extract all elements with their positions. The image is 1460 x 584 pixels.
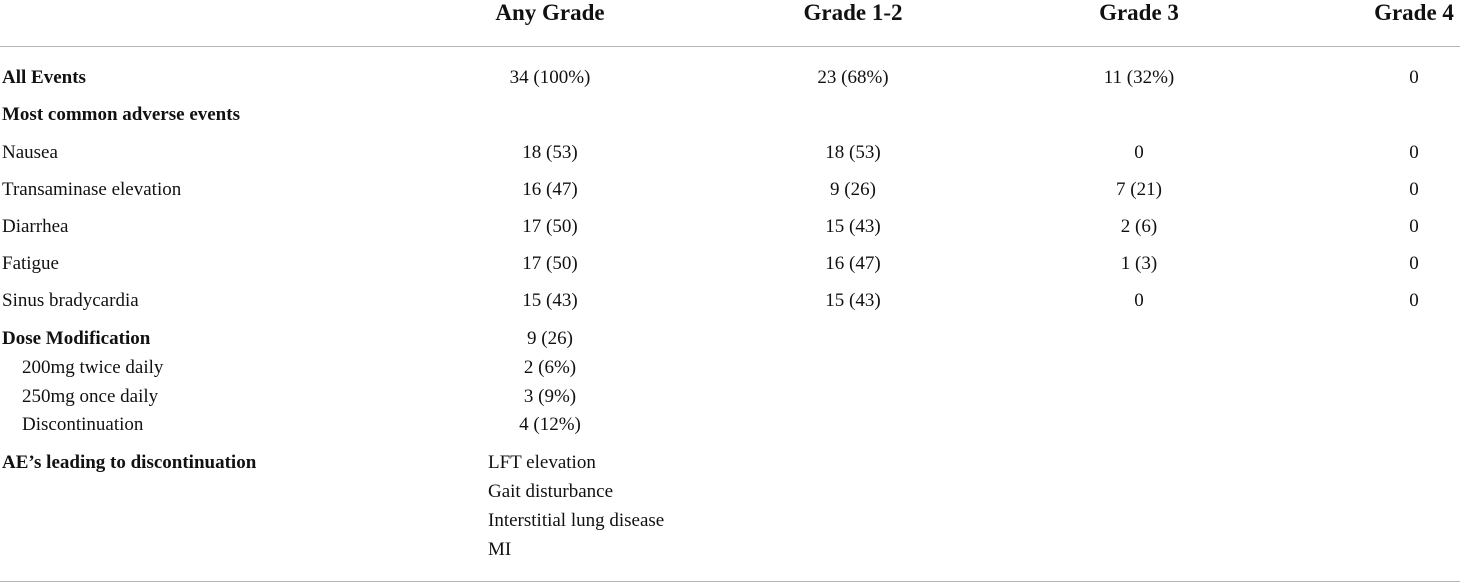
footer-rule <box>0 581 1460 582</box>
cell-any-grade: 17 (50) <box>522 216 578 237</box>
section-label: Most common adverse events <box>2 104 240 125</box>
table-row <box>0 212 1460 242</box>
cell-grade-3: 2 (6) <box>1120 216 1158 237</box>
cell-grade-3: 0 <box>1134 142 1144 163</box>
row-label: Fatigue <box>2 253 59 274</box>
cell-grade-1-2: 23 (68%) <box>817 67 889 88</box>
row-label: 200mg twice daily <box>22 357 164 378</box>
row-label: 250mg once daily <box>22 386 159 407</box>
cell-grade-3: 0 <box>1134 290 1144 311</box>
cell-any-grade: 15 (43) <box>522 290 578 311</box>
table-row <box>0 138 1460 168</box>
table-row <box>0 286 1460 316</box>
cell-grade-3: 1 (3) <box>1120 253 1158 274</box>
cell-grade-4: 0 <box>1409 216 1419 237</box>
cell-grade-1-2: 15 (43) <box>825 290 881 311</box>
table-row <box>0 63 1460 93</box>
list-item: LFT elevation <box>488 452 596 473</box>
cell-grade-3: 7 (21) <box>1116 179 1162 200</box>
section-row <box>0 100 1460 130</box>
table-row <box>0 324 1460 354</box>
cell-any-grade: 16 (47) <box>522 179 578 200</box>
cell-grade-4: 0 <box>1409 290 1419 311</box>
row-label: Dose Modification <box>2 328 151 349</box>
header-grade-1-2: Grade 1-2 <box>803 0 903 25</box>
cell-grade-4: 0 <box>1409 67 1419 88</box>
table-row <box>0 353 1460 383</box>
row-label: AE’s leading to discontinuation <box>2 452 257 473</box>
cell-grade-4: 0 <box>1409 142 1419 163</box>
cell-any-grade: 4 (12%) <box>519 414 581 435</box>
cell-any-grade: 18 (53) <box>522 142 578 163</box>
row-label: Discontinuation <box>22 414 144 435</box>
cell-grade-1-2: 15 (43) <box>825 216 881 237</box>
table-row <box>0 410 1460 440</box>
cell-grade-4: 0 <box>1409 179 1419 200</box>
cell-any-grade: 17 (50) <box>522 253 578 274</box>
cell-any-grade: 2 (6%) <box>523 357 577 378</box>
header-grade-4: Grade 4 <box>1374 0 1454 25</box>
cell-grade-1-2: 16 (47) <box>825 253 881 274</box>
cell-grade-4: 0 <box>1409 253 1419 274</box>
table-row <box>0 175 1460 205</box>
table-row <box>0 382 1460 412</box>
table-row <box>0 448 1460 478</box>
cell-grade-1-2: 18 (53) <box>825 142 881 163</box>
list-item: Gait disturbance <box>488 481 614 502</box>
header-any-grade: Any Grade <box>495 0 605 25</box>
row-label: Transaminase elevation <box>2 179 182 200</box>
cell-any-grade: 9 (26) <box>527 328 573 349</box>
cell-any-grade: 34 (100%) <box>509 67 591 88</box>
discontinuation-ae-list <box>488 448 664 564</box>
cell-any-grade: 3 (9%) <box>523 386 577 407</box>
cell-grade-3: 11 (32%) <box>1103 67 1175 88</box>
header-rule <box>0 46 1460 47</box>
list-item: Interstitial lung disease <box>488 510 665 531</box>
row-label: Nausea <box>2 142 58 163</box>
row-label: Diarrhea <box>2 216 69 237</box>
table-row <box>0 249 1460 279</box>
list-item: MI <box>488 539 512 560</box>
row-label: Sinus bradycardia <box>2 290 139 311</box>
row-label: All Events <box>2 67 86 88</box>
cell-grade-1-2: 9 (26) <box>830 179 876 200</box>
header-grade-3: Grade 3 <box>1099 0 1179 25</box>
